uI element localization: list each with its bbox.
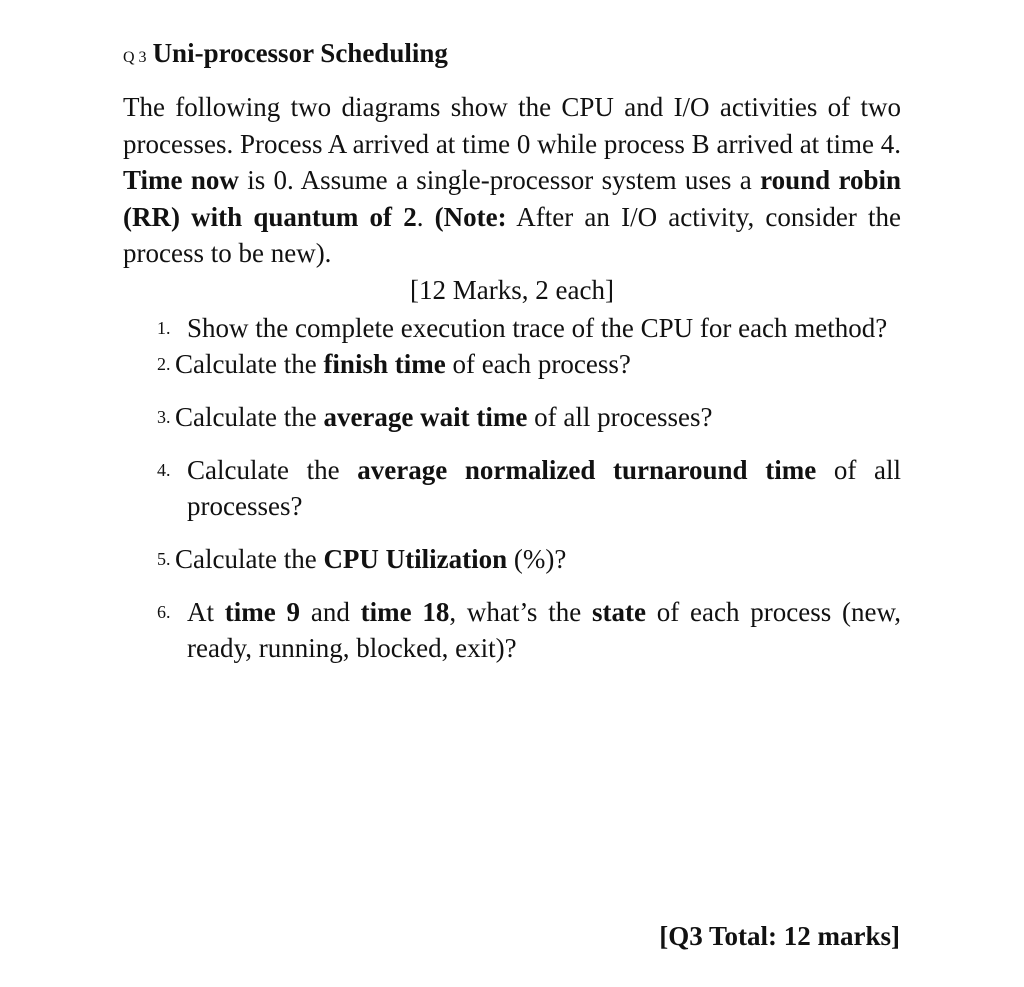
item-number: 2. [157, 354, 171, 374]
item-text: of each process (new, ready, running, blocked, exit)? [187, 597, 902, 663]
item-text: Calculate the [187, 455, 358, 485]
intro-text: After an I/O activity, consider the process to be new). [123, 201, 902, 268]
item-text: of all processes? [527, 402, 713, 432]
question-list [123, 310, 901, 666]
question-number: Q 3 [123, 49, 147, 66]
intro-bold-note: (Note: [434, 201, 507, 232]
list-item [123, 594, 901, 666]
item-text: of all processes? [187, 455, 902, 521]
item-bold: time 18 [360, 597, 450, 627]
intro-bold-rr: round robin (RR) with quantum of 2 [123, 165, 902, 232]
list-item [123, 310, 901, 346]
question-title: Uni-processor Scheduling [152, 38, 448, 68]
item-bold: CPU Utilization [323, 544, 508, 574]
intro-text: is 0. Assume a single-processor system uses a [238, 165, 761, 195]
item-bold: state [592, 597, 646, 627]
intro-bold-time-now: Time now [123, 165, 239, 195]
item-number: 5. [157, 549, 171, 569]
item-bold: average wait time [323, 402, 528, 432]
item-bold: time 9 [224, 597, 301, 627]
item-text: and [300, 597, 361, 627]
list-item [123, 346, 901, 382]
intro-text: The following two diagrams show the CPU and I/O activities of two processes. Process A arrived at time 0 while process B arrived at time 4. [123, 92, 901, 159]
item-text: Calculate the [175, 349, 324, 379]
question-block [123, 36, 901, 666]
item-text: At [187, 597, 225, 627]
marks-note: [12 Marks, 2 each] [410, 274, 614, 305]
item-number: 6. [157, 602, 171, 622]
item-text: of each process? [445, 349, 631, 379]
item-number: 3. [157, 407, 171, 427]
item-number: 4. [157, 460, 171, 480]
list-item [123, 541, 901, 577]
item-text: Calculate the [175, 544, 324, 574]
total-marks: [Q3 Total: 12 marks] [659, 921, 900, 951]
list-item [123, 399, 901, 435]
item-text: , what’s the [449, 597, 592, 627]
item-bold: average normalized turnaround time [357, 455, 817, 485]
question-heading [123, 36, 901, 75]
item-text: (%)? [507, 544, 567, 574]
item-number: 1. [157, 318, 171, 338]
intro-text: . [416, 201, 435, 232]
list-item [123, 452, 901, 524]
item-text: Calculate the [175, 402, 324, 432]
item-bold: finish time [323, 349, 446, 379]
intro-paragraph [123, 89, 901, 272]
item-text: Show the complete execution trace of the CPU for each method? [187, 313, 888, 343]
